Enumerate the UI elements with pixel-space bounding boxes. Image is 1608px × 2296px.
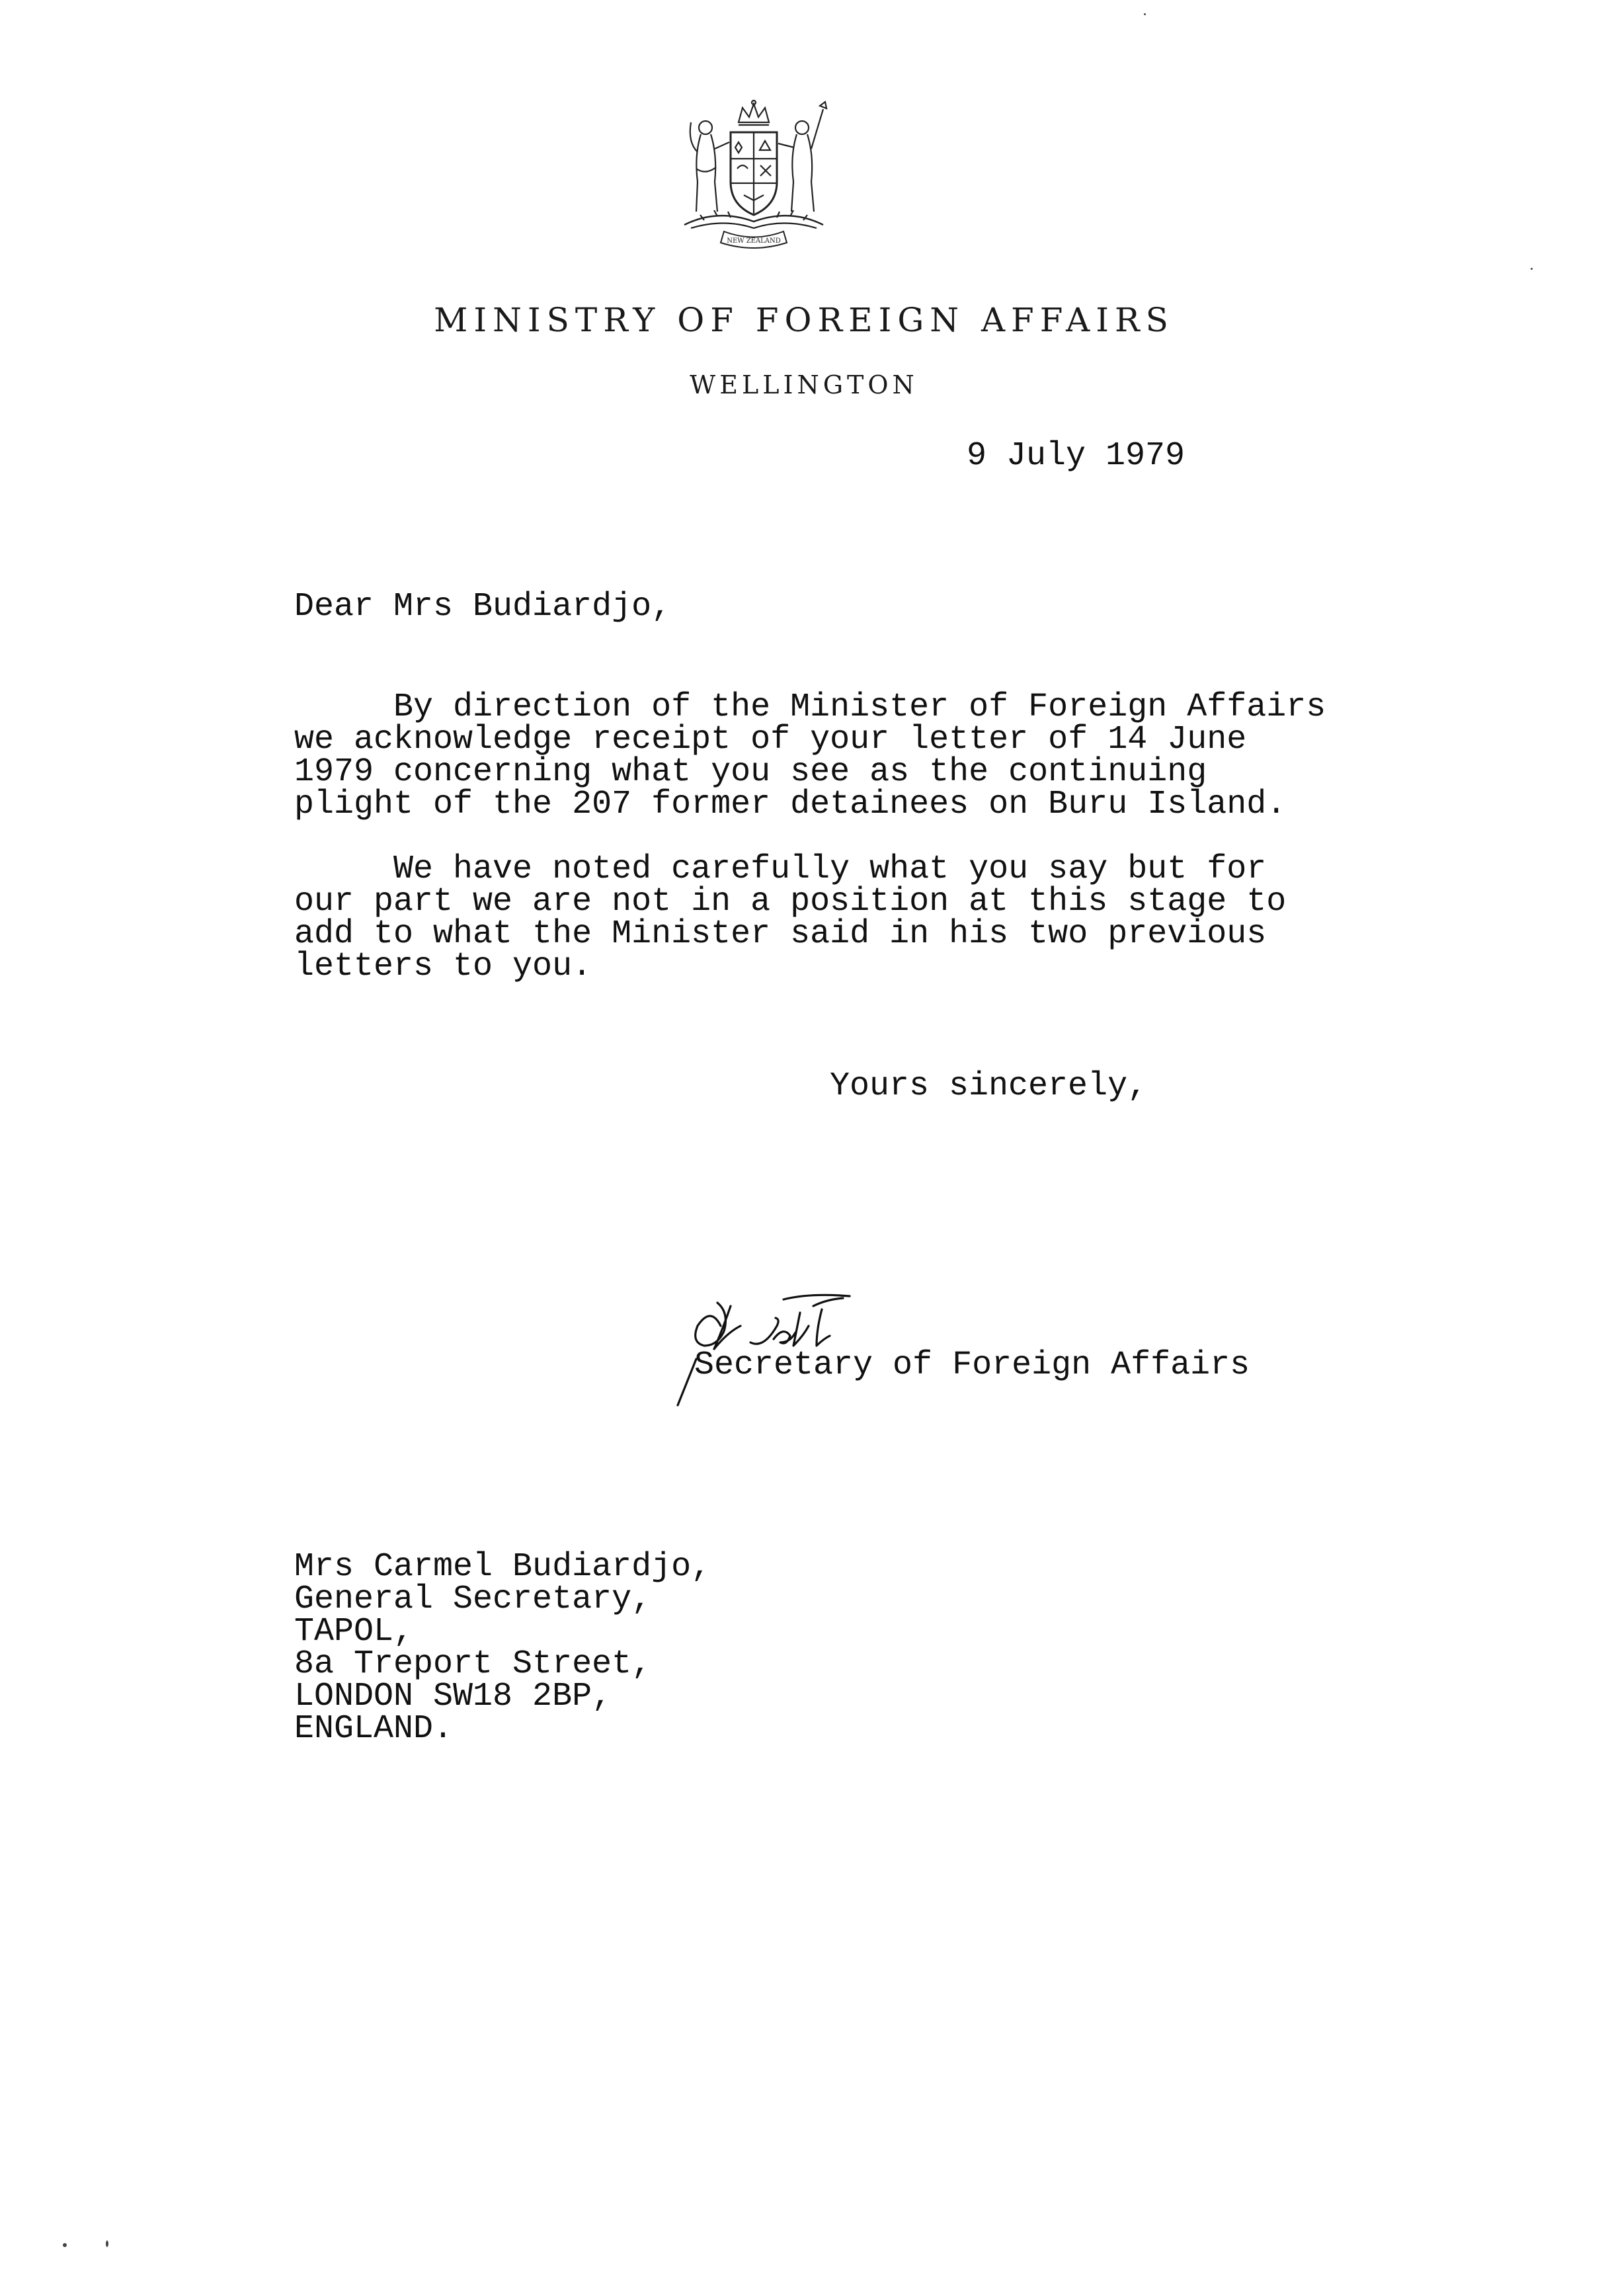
scan-speck bbox=[1144, 13, 1146, 15]
recipient-address: Mrs Carmel Budiardjo, General Secretary, TAPOL, 8a Treport Street, LONDON SW18 2BP, ENGLAND. bbox=[294, 1548, 711, 1748]
signatory-title: Secretary of Foreign Affairs bbox=[694, 1346, 1250, 1384]
salutation: Dear Mrs Budiardjo, bbox=[294, 588, 672, 626]
body-paragraph-1: By direction of the Minister of Foreign Affairs we acknowledge receipt of your letter of 14 June 1979 concerning what you see as the continuing plight of the 207 former detainees on Buru Island. bbox=[294, 688, 1326, 823]
closing: Yours sincerely, bbox=[830, 1067, 1148, 1105]
scan-speck bbox=[63, 2243, 67, 2247]
body-paragraph-2: We have noted carefully what you say but for our part we are not in a position at this stage to add to what the Minister said in his two previous letters to you. bbox=[294, 850, 1287, 985]
scan-speck bbox=[1531, 268, 1533, 270]
coat-of-arms-icon bbox=[664, 96, 843, 251]
city-heading: WELLINGTON bbox=[690, 370, 918, 399]
letter-date: 9 July 1979 bbox=[967, 437, 1186, 475]
scan-speck bbox=[106, 2240, 108, 2247]
ministry-heading: MINISTRY OF FOREIGN AFFAIRS bbox=[434, 301, 1174, 339]
emblem-motto: NEW ZEALAND bbox=[727, 237, 781, 245]
